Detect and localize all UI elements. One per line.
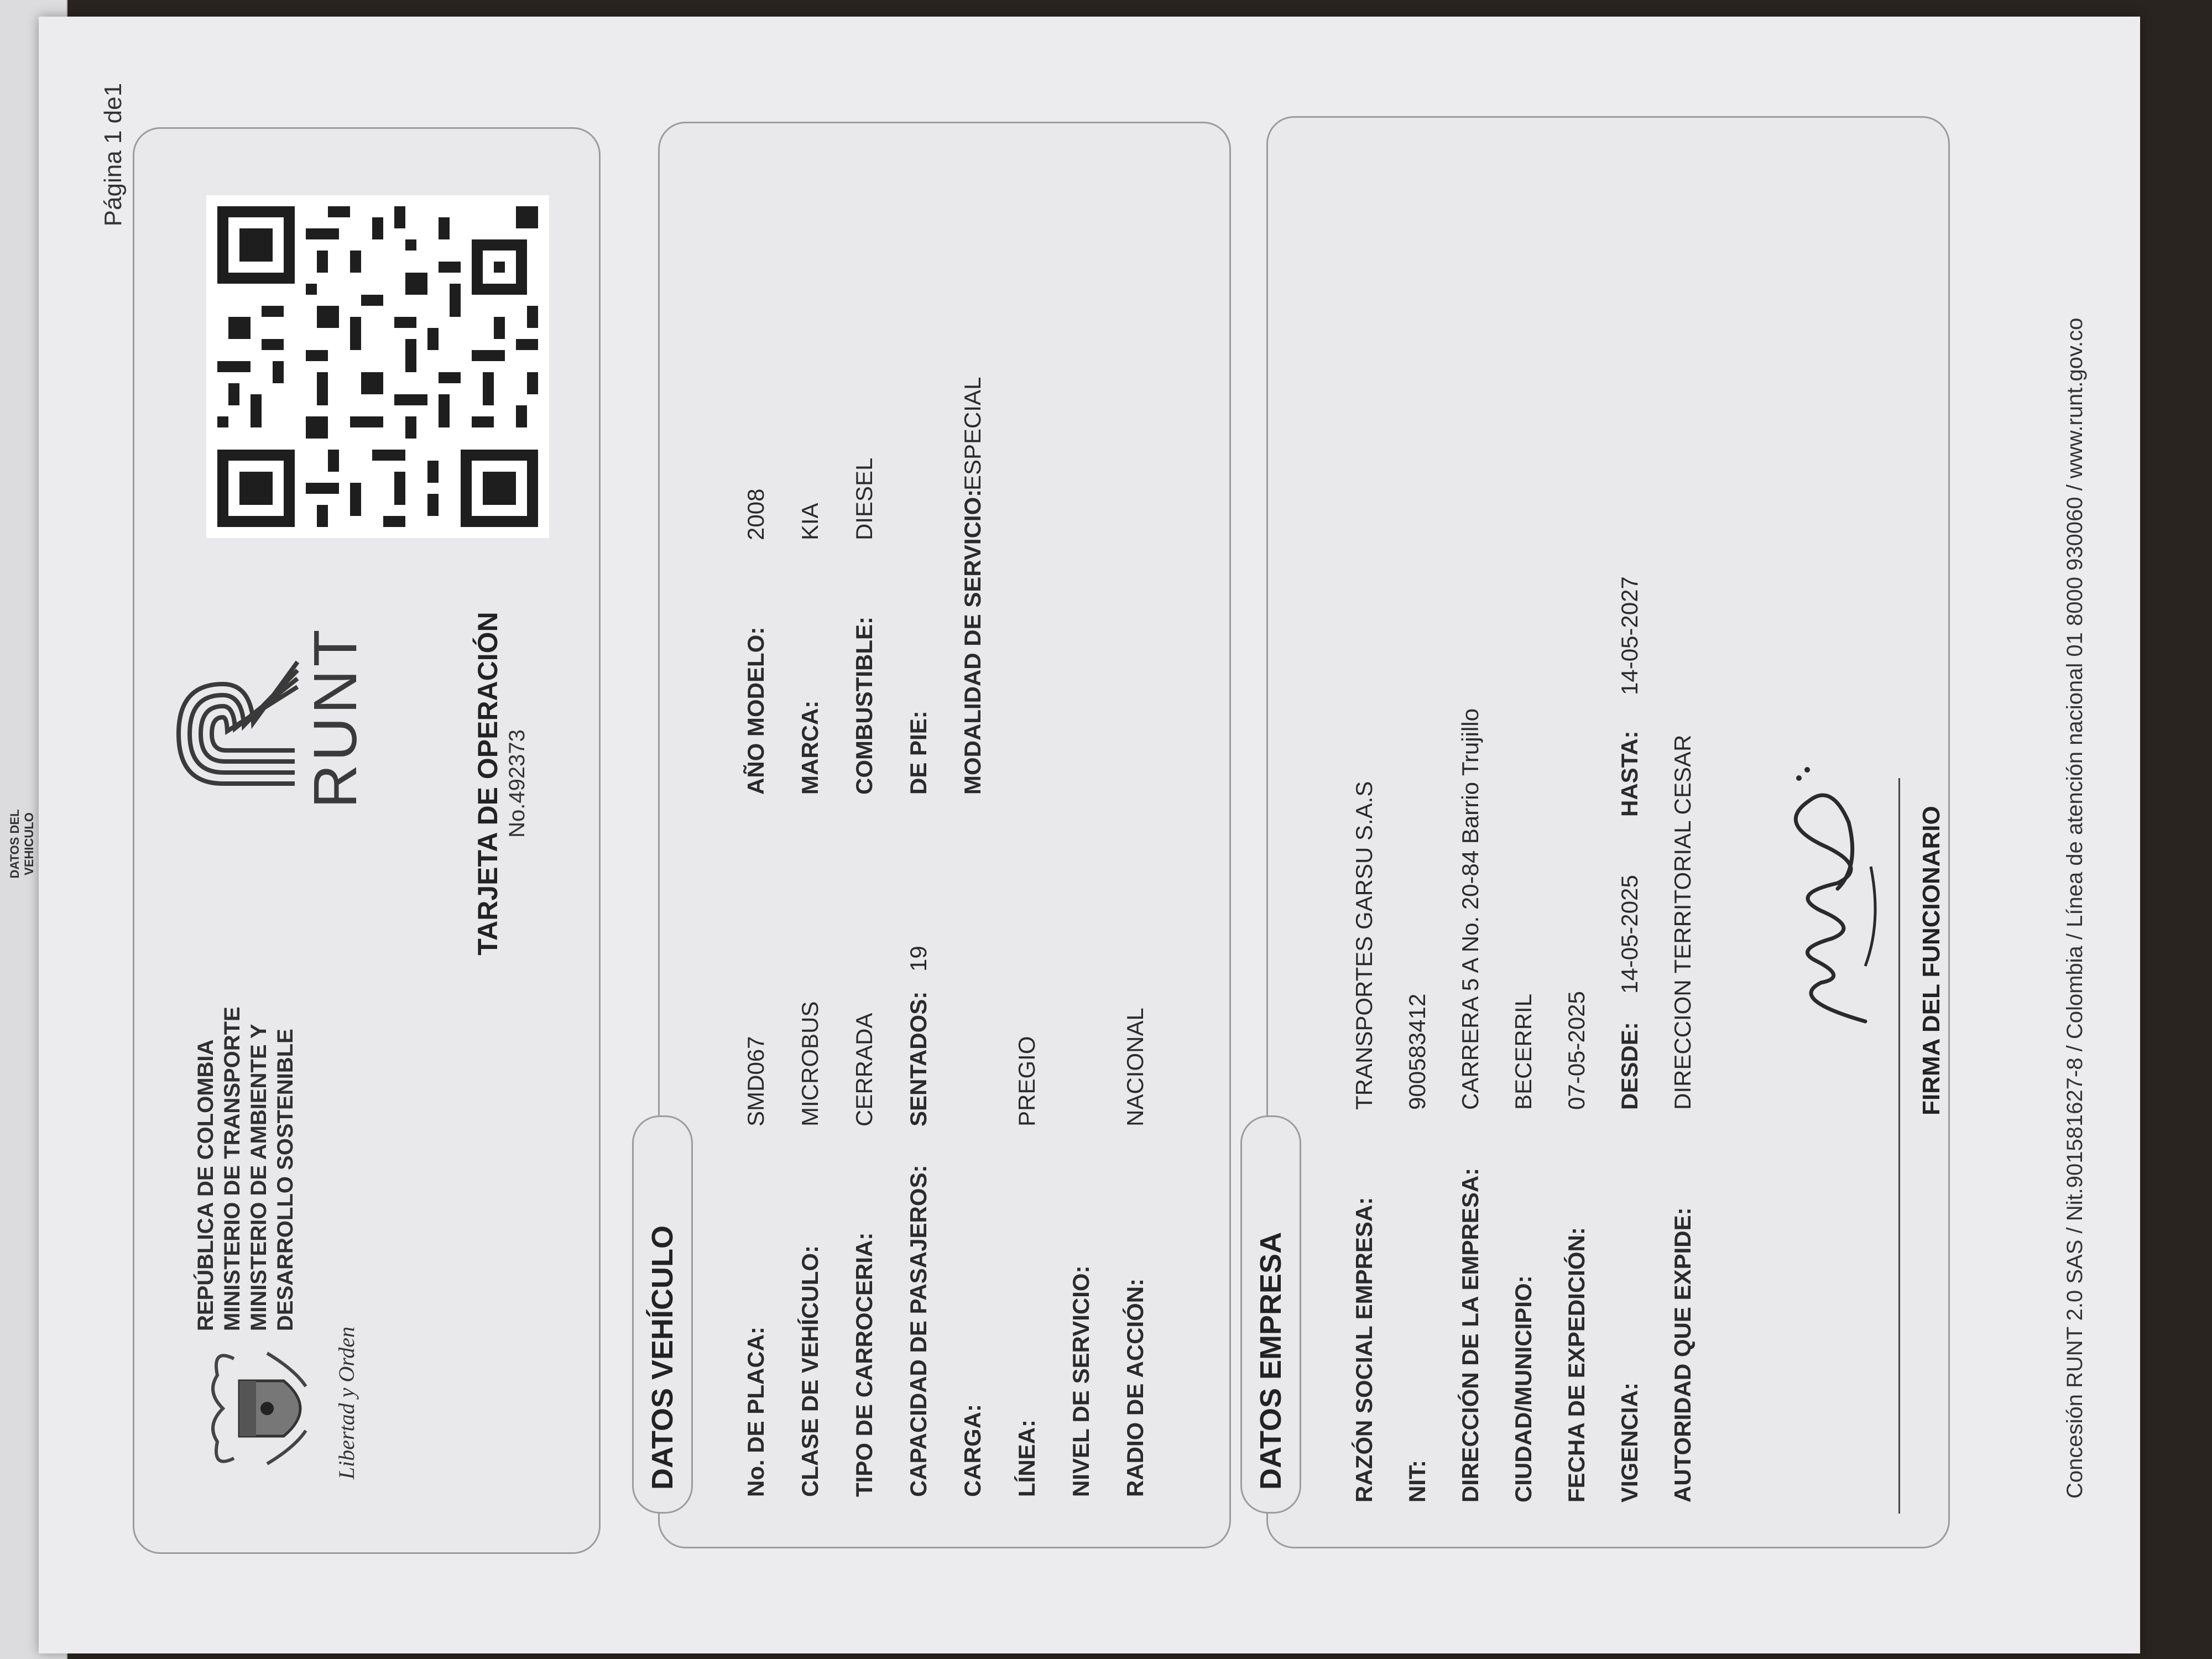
hasta-value: 14-05-2027	[1616, 576, 1642, 695]
ministry-line: MINISTERIO DE TRANSPORTE	[220, 1006, 244, 1331]
de-pie-label: DE PIE:	[905, 711, 931, 795]
nivel-label: NIVEL DE SERVICIO:	[1068, 1265, 1094, 1497]
company-section-title: DATOS EMPRESA	[1240, 1115, 1301, 1514]
placa-label: No. DE PLACA:	[743, 1327, 769, 1497]
document-sheet	[39, 17, 2140, 1653]
placa-value: SMD067	[743, 1036, 769, 1126]
autoridad-value: DIRECCION TERRITORIAL CESAR	[1670, 734, 1695, 1110]
razon-value: TRANSPORTES GARSU S.A.S	[1351, 781, 1377, 1110]
sentados-value: 19	[905, 946, 931, 972]
radio-label: RADIO DE ACCIÓN:	[1122, 1278, 1148, 1497]
company-card	[1254, 116, 1950, 1548]
document-number: No.492373	[505, 729, 529, 838]
ministry-line: MINISTERIO DE AMBIENTE Y	[247, 1024, 271, 1331]
nit-value: 900583412	[1404, 993, 1430, 1110]
marca-value: KIA	[797, 503, 823, 540]
desde-value: 14-05-2025	[1616, 875, 1642, 994]
signature-icon	[1755, 745, 1898, 1032]
signature-line	[1898, 778, 1900, 1514]
carga-label: CARGA:	[959, 1404, 985, 1497]
runt-wordmark: RUNT	[301, 626, 369, 808]
vigencia-label: VIGENCIA:	[1616, 1382, 1642, 1503]
page-number: Página 1 de1	[100, 83, 127, 227]
combustible-value: DIESEL	[851, 457, 877, 540]
linea-label: LÍNEA:	[1014, 1420, 1040, 1497]
vehicle-section-title: DATOS VEHÍCULO	[632, 1115, 693, 1514]
fecha-label: FECHA DE EXPEDICIÓN:	[1563, 1227, 1589, 1503]
combustible-label: COMBUSTIBLE:	[851, 617, 877, 795]
fecha-value: 07-05-2025	[1563, 991, 1589, 1110]
vehicle-card	[646, 122, 1231, 1548]
edge-label: DATOS DEL VEHICULO	[8, 809, 36, 879]
carroceria-label: TIPO DE CARROCERIA:	[851, 1232, 877, 1497]
desde-label: DESDE:	[1616, 1022, 1642, 1110]
direccion-value: CARRERA 5 A No. 20-84 Barrio Trujillo	[1457, 708, 1483, 1110]
autoridad-label: AUTORIDAD QUE EXPIDE:	[1670, 1207, 1695, 1503]
modalidad-value: ESPECIAL	[959, 377, 985, 491]
nit-label: NIT:	[1404, 1460, 1430, 1503]
coat-of-arms-icon	[201, 1337, 328, 1480]
linea-value: PREGIO	[1014, 1036, 1040, 1126]
ministry-block	[192, 944, 299, 1331]
ministry-line: DESARROLLO SOSTENIBLE	[273, 1029, 298, 1331]
ciudad-value: BECERRIL	[1510, 993, 1536, 1110]
footer-text: Concesión RUNT 2.0 SAS / Nit.901581627-8 / Colombia / Línea de atención nacional 01 8000 930060 / www.runt.gov.co	[2063, 317, 2087, 1499]
rotated-content	[39, 17, 2140, 1620]
capacidad-label: CAPACIDAD DE PASAJEROS:	[905, 1165, 931, 1497]
ciudad-label: CIUDAD/MUNICIPIO:	[1510, 1275, 1536, 1503]
signature-caption: FIRMA DEL FUNCIONARIO	[1918, 806, 1945, 1115]
ano-value: 2008	[743, 488, 769, 540]
clase-label: CLASE DE VEHÍCULO:	[797, 1245, 823, 1497]
qr-code-icon	[206, 195, 549, 538]
runt-logo-icon	[156, 640, 306, 806]
direccion-label: DIRECCIÓN DE LA EMPRESA:	[1457, 1167, 1483, 1503]
header-card	[133, 127, 601, 1554]
radio-value: NACIONAL	[1122, 1008, 1148, 1126]
ano-label: AÑO MODELO:	[743, 627, 769, 795]
hasta-label: HASTA:	[1616, 731, 1642, 817]
carroceria-value: CERRADA	[851, 1013, 877, 1126]
ministry-line: REPÚBLICA DE COLOMBIA	[194, 1039, 218, 1331]
marca-label: MARCA:	[797, 700, 823, 795]
document-title: TARJETA DE OPERACIÓN	[472, 612, 503, 956]
emblem-motto: Libertad y Orden	[334, 1326, 359, 1480]
modalidad-label: MODALIDAD DE SERVICIO:	[959, 489, 985, 795]
sentados-label: SENTADOS:	[905, 991, 931, 1126]
razon-label: RAZÓN SOCIAL EMPRESA:	[1351, 1197, 1377, 1503]
clase-value: MICROBUS	[797, 1001, 823, 1126]
